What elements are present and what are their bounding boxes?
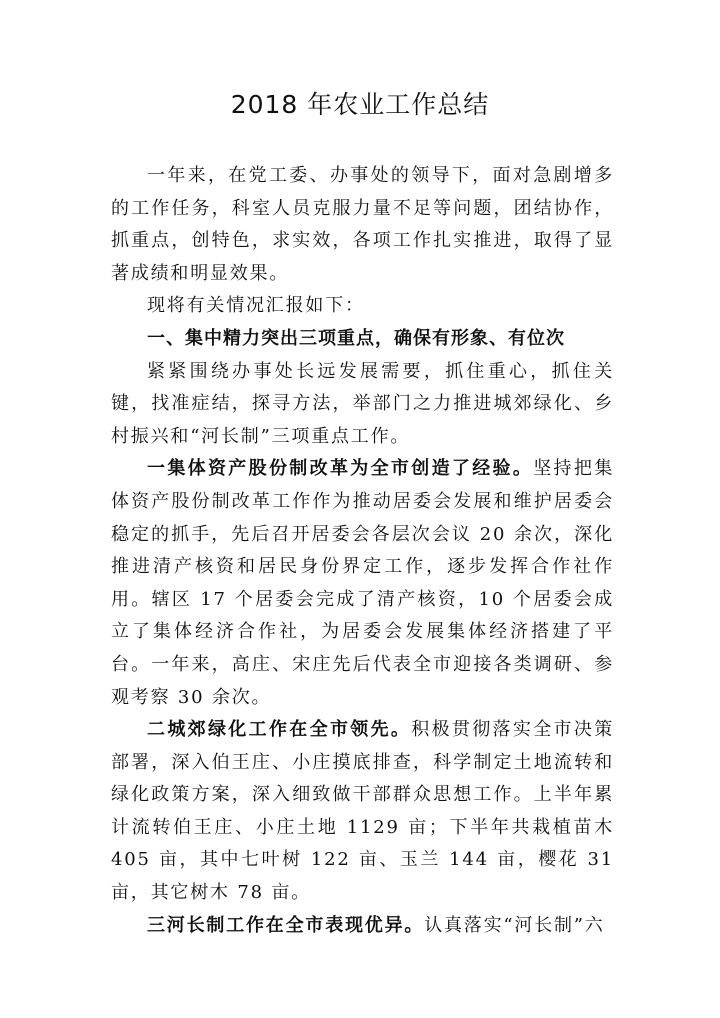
asset-reform-lead: 一集体资产股份制改革为全市创造了经验。	[147, 458, 534, 480]
paragraph-intro: 一年来，在党工委、办事处的领导下，面对急剧增多的工作任务，科室人员克服力量不足等问题，团结协作，抓重点，创特色，求实效，各项工作扎实推进，取得了显著成绩和明显效果。	[111, 165, 614, 284]
paragraph-asset-reform	[111, 453, 614, 714]
river-chief-text: 认真落实“河长制”六	[424, 914, 605, 936]
document-body	[111, 160, 614, 942]
paragraph-focus: 紧紧围绕办事处长远发展需要，抓住重心，抓住关键，找准症结，探寻方法，举部门之力推进城郊绿化、乡村振兴和“河长制”三项重点工作。	[111, 360, 614, 447]
paragraph-river-chief	[111, 910, 614, 943]
greening-text: 积极贯彻落实全市决策部署，深入伯王庄、小庄摸底排查，科学制定土地流转和绿化政策方案，深入细致做干部群众思想工作。上半年累计流转伯王庄、小庄土地 1129 亩；下半年共栽植苗木 405 亩，其中七叶树 122 亩、玉兰 144 亩，樱花 31 亩，其它树木 78 亩。	[111, 719, 614, 904]
river-chief-lead: 三河长制工作在全市表现优异。	[147, 914, 425, 936]
section-heading-1: 一、集中精力突出三项重点，确保有形象、有位次	[147, 327, 565, 349]
paragraph-greening	[111, 714, 614, 910]
paragraph-report-lead: 现将有关情况汇报如下：	[147, 295, 365, 317]
greening-lead: 二城郊绿化工作在全市领先。	[147, 719, 412, 741]
document-title: 2018 年农业工作总结	[230, 90, 490, 119]
asset-reform-text: 坚持把集体资产股份制改革工作作为推动居委会发展和维护居委会稳定的抓手，先后召开居委会各层次会议 20 余次，深化推进清产核资和居民身份界定工作，逐步发挥合作社作用。辖区 17 个居委会完成了清产核资，10 个居委会成立了集体经济合作社，为居委会发展集体经济搭建了平台。一年来，高庄、宋庄先后代表全市迎接各类调研、参观考察 30 余次。	[111, 458, 614, 708]
